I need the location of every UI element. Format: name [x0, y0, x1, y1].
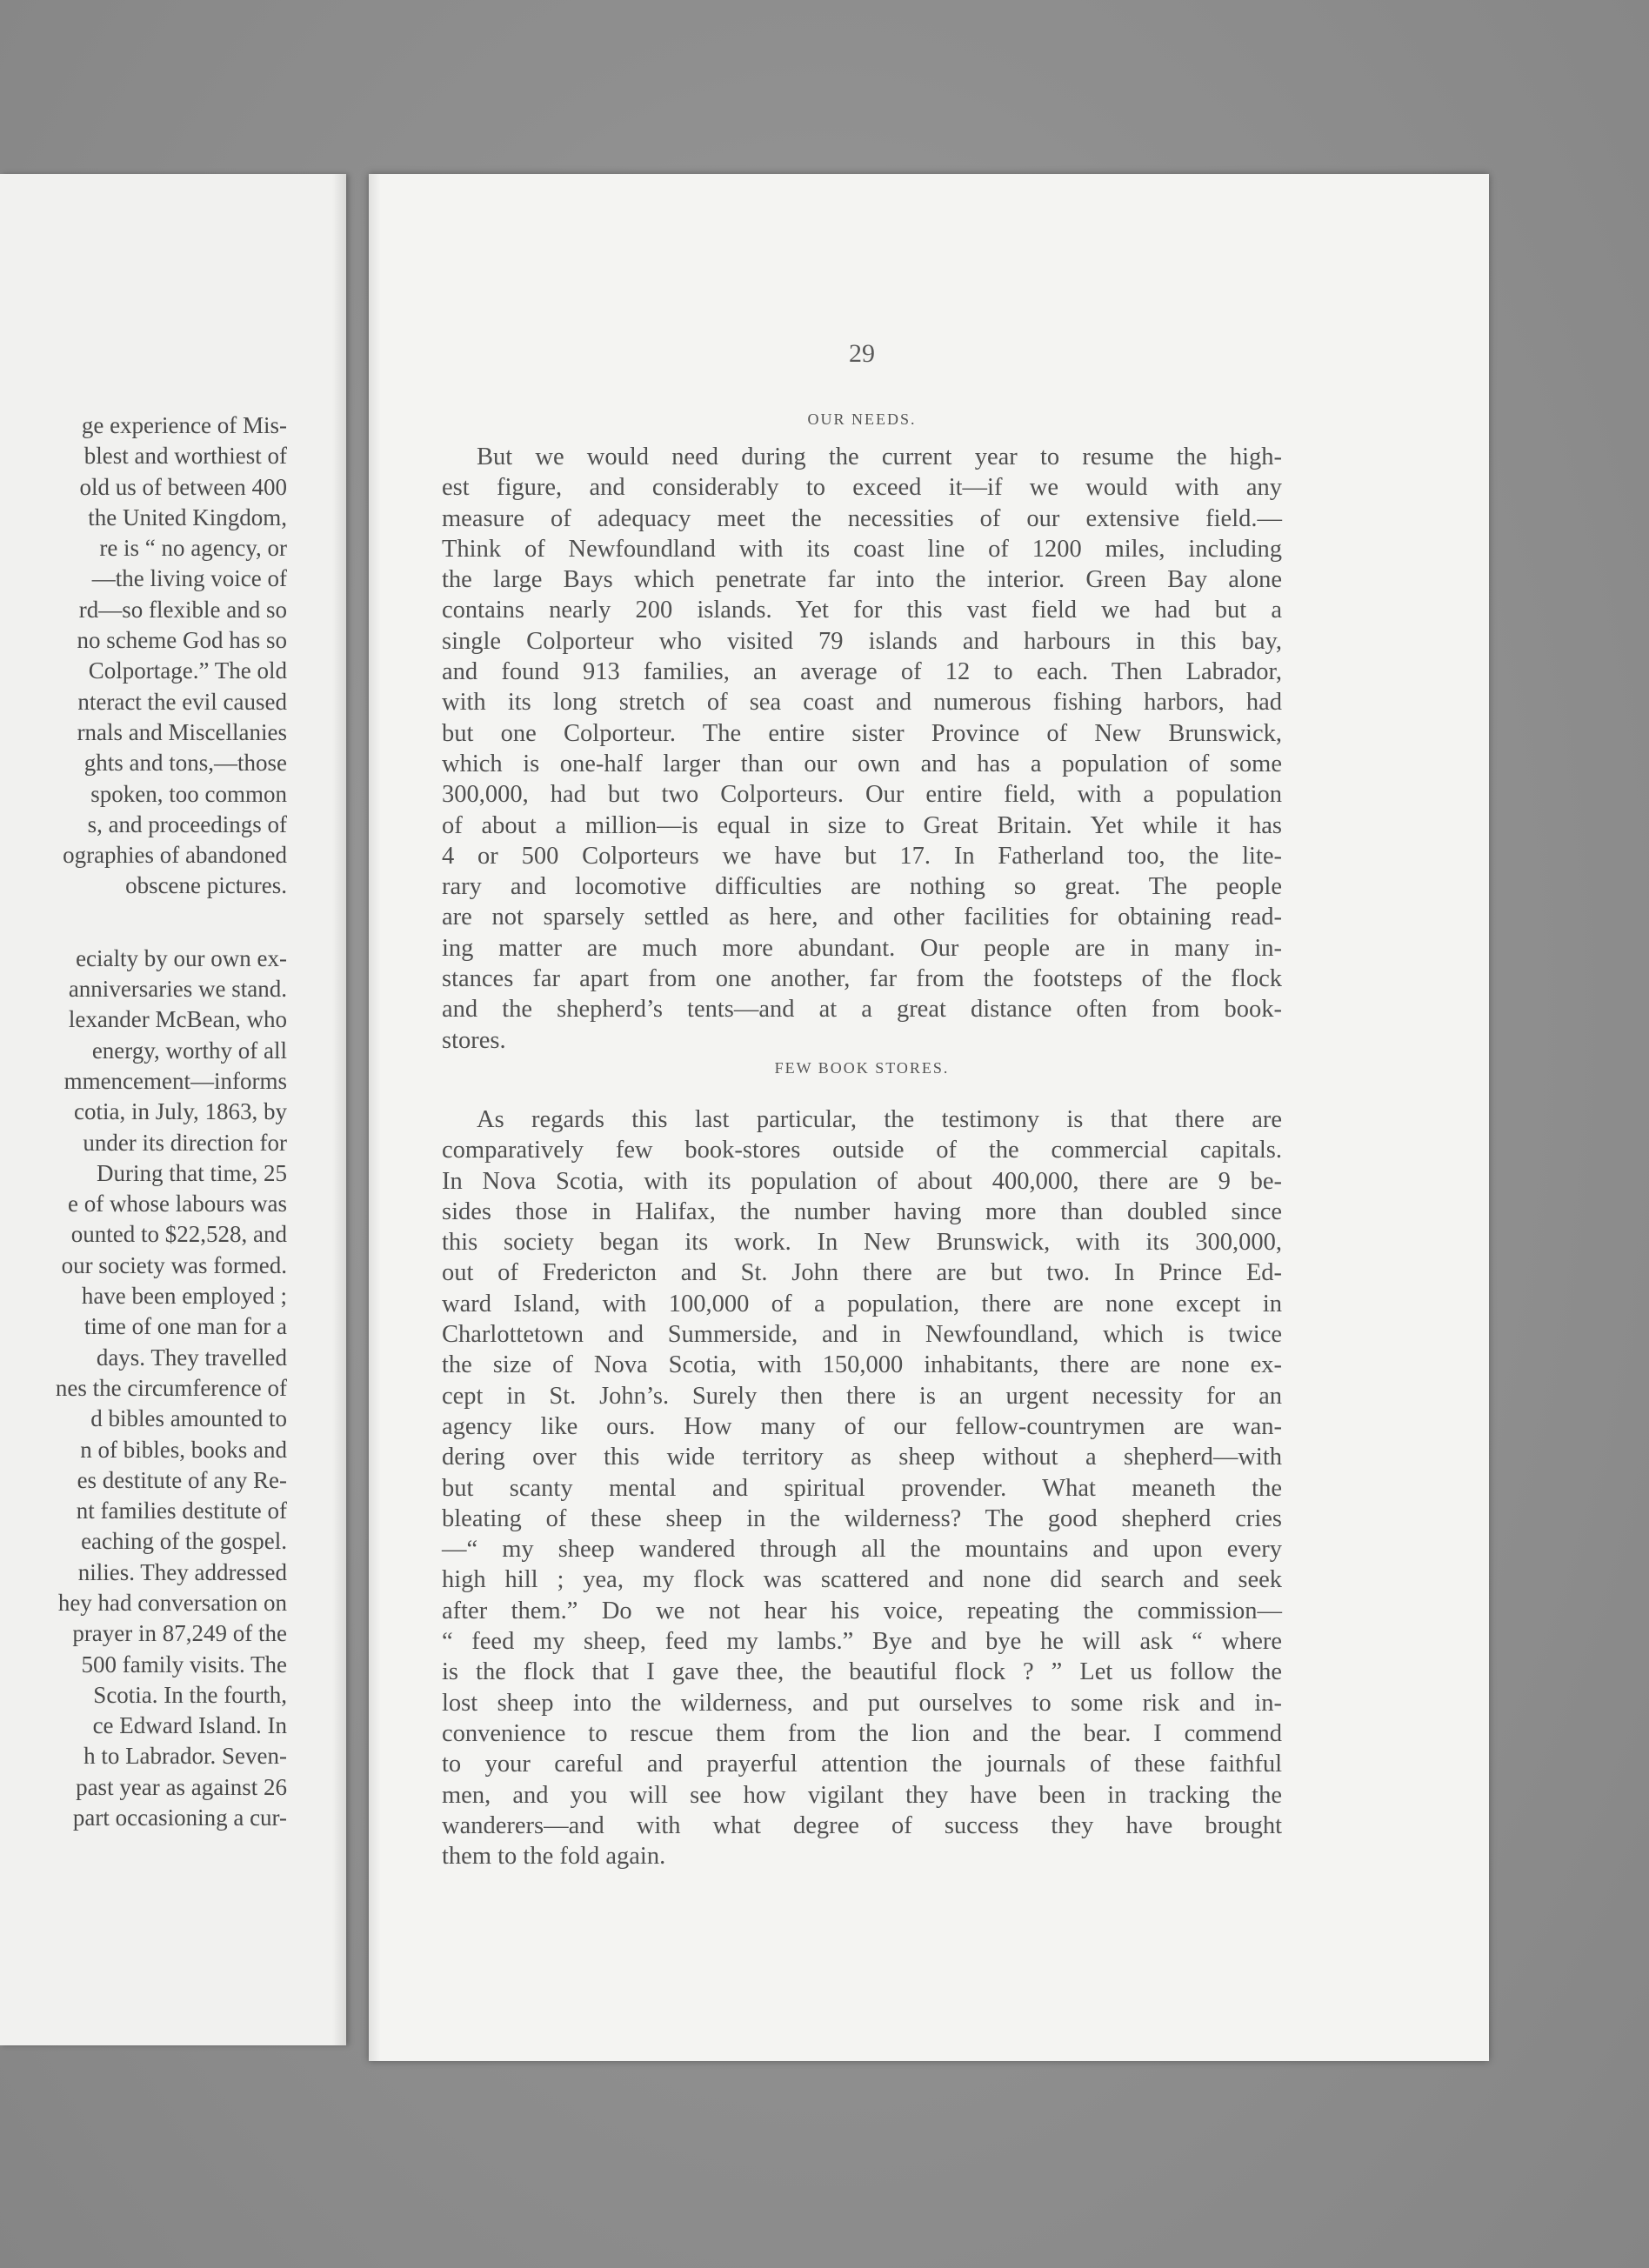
text-line: hey had conversation on	[57, 1589, 287, 1616]
text-line: est figure, and considerably to exceed it—if we would with any	[442, 474, 1282, 502]
text-line: mmencement—informs	[63, 1067, 287, 1094]
text-line: old us of between 400	[79, 473, 287, 500]
text-line: ounted to $22,528, and	[70, 1221, 287, 1248]
left-facing-page	[0, 174, 346, 2045]
text-line: past year as against 26	[76, 1773, 287, 1800]
text-line: rnals and Miscellanies	[77, 718, 287, 745]
text-line: ce Edward Island. In	[92, 1712, 287, 1739]
text-line: stances far apart from one another, far from the footsteps of the flock	[442, 965, 1282, 993]
text-line: which is one-half larger than our own and has a population of some	[442, 750, 1282, 777]
text-line: —the living voice of	[91, 565, 287, 592]
text-line: ing matter are much more abundant. Our people are in many in-	[442, 934, 1282, 962]
text-line: time of one man for a	[83, 1313, 287, 1340]
text-line: sides those in Halifax, the number having more than doubled since	[442, 1197, 1282, 1225]
text-line: with its long stretch of sea coast and numerous fishing harbors, had	[442, 689, 1282, 717]
left-page-text	[0, 410, 287, 1833]
text-line: single Colporteur who visited 79 islands and harbours in this bay,	[442, 627, 1282, 655]
paragraph-our-needs	[442, 442, 1282, 1056]
text-line: this society began its work. In New Brunswick, with its 300,000,	[442, 1229, 1282, 1257]
text-line: —“ my sheep wandered through all the mountains and upon every	[442, 1536, 1282, 1564]
text-line: obscene pictures.	[125, 872, 287, 899]
text-line: and the shepherd’s tents—and at a great distance often from book-	[442, 996, 1282, 1024]
text-line: our society was formed.	[61, 1251, 287, 1278]
section-heading-our-needs: OUR NEEDS.	[807, 410, 917, 428]
text-line: the large Bays which penetrate far into the interior. Green Bay alone	[442, 566, 1282, 594]
page-number: 29	[849, 339, 875, 368]
text-line: lexander McBean, who	[68, 1006, 287, 1033]
paragraph-gap	[0, 902, 287, 944]
text-line: of about a million—is equal in size to Great Britain. Yet while it has	[442, 811, 1282, 839]
text-line: cept in St. John’s. Surely then there is an urgent necessity for an	[442, 1382, 1282, 1410]
text-line: 4 or 500 Colporteurs we have but 17. In Fatherland too, the lite-	[442, 842, 1282, 870]
text-line: part occasioning a cur-	[72, 1804, 287, 1831]
text-line: blest and worthiest of	[83, 443, 287, 470]
text-line: wanderers—and with what degree of success they have brought	[442, 1811, 1282, 1839]
text-line: nteract the evil caused	[77, 688, 287, 715]
left-paragraph-1	[0, 410, 287, 902]
text-line: As regards this last particular, the testimony is that there are	[477, 1106, 1282, 1133]
text-line: men, and you will see how vigilant they have been in tracking the	[442, 1781, 1282, 1809]
text-line: lost sheep into the wilderness, and put ourselves to some risk and in-	[442, 1689, 1282, 1717]
text-line: Think of Newfoundland with its coast line of 1200 miles, including	[442, 535, 1282, 563]
text-line: “ feed my sheep, feed my lambs.” Bye and bye he will ask “ where	[442, 1628, 1282, 1656]
text-line: spoken, too common	[90, 780, 287, 807]
text-line: the size of Nova Scotia, with 150,000 inhabitants, there are none ex-	[442, 1351, 1282, 1379]
text-line: ecialty by our own ex-	[76, 944, 287, 971]
text-line: e of whose labours was	[68, 1191, 287, 1217]
text-line: out of Fredericton and St. John there are but two. In Prince Ed-	[442, 1259, 1282, 1287]
text-line: re is “ no agency, or	[99, 535, 287, 562]
text-line: convenience to rescue them from the lion and the bear. I commend	[442, 1719, 1282, 1747]
text-line: and found 913 families, an average of 12 to each. Then Labrador,	[442, 658, 1282, 686]
text-line: During that time, 25	[97, 1159, 287, 1186]
left-page-gutter-shadow	[332, 174, 346, 2045]
text-line: have been employed ;	[81, 1283, 287, 1310]
text-line: but one Colporteur. The entire sister Province of New Brunswick,	[442, 719, 1282, 747]
text-line: contains nearly 200 islands. Yet for this vast field we had but a	[442, 597, 1282, 624]
text-line: 500 family visits. The	[81, 1651, 287, 1678]
text-line: comparatively few book-stores outside of the commercial capitals.	[442, 1137, 1282, 1164]
text-line: after them.” Do we not hear his voice, repeating the commission—	[442, 1597, 1282, 1624]
text-line: d bibles amounted to	[90, 1405, 287, 1432]
text-line: rary and locomotive difficulties are nothing so great. The people	[442, 873, 1282, 901]
text-line: Charlottetown and Summerside, and in Newfoundland, which is twice	[442, 1321, 1282, 1349]
text-line: prayer in 87,249 of the	[72, 1620, 287, 1647]
text-line: nt families destitute of	[76, 1498, 287, 1524]
text-line: rd—so flexible and so	[78, 596, 287, 623]
left-paragraph-2	[0, 944, 287, 1834]
text-line: But we would need during the current year to resume the high-	[477, 444, 1282, 470]
text-line: dering over this wide territory as sheep without a shepherd—with	[442, 1444, 1282, 1471]
text-line: nilies. They addressed	[77, 1558, 287, 1585]
text-line: no scheme God has so	[77, 627, 287, 654]
text-line: high hill ; yea, my flock was scattered and none did search and seek	[442, 1566, 1282, 1594]
text-line: Colportage.” The old	[88, 657, 287, 684]
text-line: eaching of the gospel.	[81, 1528, 287, 1555]
text-line: nes the circumference of	[55, 1374, 287, 1401]
text-line: are not sparsely settled as here, and other facilities for obtaining read-	[442, 904, 1282, 931]
text-line: es destitute of any Re-	[77, 1466, 287, 1493]
text-line: measure of adequacy meet the necessities of our extensive field.—	[442, 504, 1282, 532]
text-line: In Nova Scotia, with its population of about 400,000, there are 9 be-	[442, 1167, 1282, 1195]
text-line: is the flock that I gave thee, the beautiful flock ? ” Let us follow the	[442, 1658, 1282, 1686]
text-line: days. They travelled	[96, 1344, 287, 1371]
text-line: 300,000, had but two Colporteurs. Our entire field, with a population	[442, 781, 1282, 809]
paragraph-few-book-stores	[442, 1104, 1282, 1871]
right-page	[369, 174, 1489, 2061]
text-line: to your careful and prayerful attention the journals of these faithful	[442, 1751, 1282, 1778]
text-line: bleating of these sheep in the wilderness? The good shepherd cries	[442, 1504, 1282, 1532]
text-line: ge experience of Mis-	[81, 412, 287, 438]
text-line: ographies of abandoned	[63, 842, 287, 869]
text-line: ghts and tons,—those	[83, 750, 287, 777]
section-heading-few-book-stores: FEW BOOK STORES.	[774, 1059, 950, 1077]
text-line: n of bibles, books and	[80, 1436, 287, 1463]
text-line: s, and proceedings of	[87, 810, 287, 837]
right-page-gutter-shadow	[369, 174, 381, 2061]
text-line: but scanty mental and spiritual provender. What meaneth the	[442, 1474, 1282, 1502]
text-line: cotia, in July, 1863, by	[74, 1098, 287, 1125]
text-line: stores.	[442, 1026, 506, 1054]
text-line: anniversaries we stand.	[68, 976, 287, 1003]
text-line: h to Labrador. Seven-	[83, 1743, 287, 1770]
text-line: agency like ours. How many of our fellow-countrymen are wan-	[442, 1412, 1282, 1440]
text-line: the United Kingdom,	[88, 504, 287, 530]
text-line: energy, worthy of all	[91, 1037, 287, 1064]
text-line: ward Island, with 100,000 of a population, there are none except in	[442, 1290, 1282, 1317]
text-line: them to the fold again.	[442, 1843, 666, 1871]
text-line: Scotia. In the fourth,	[93, 1681, 287, 1708]
text-line: under its direction for	[83, 1129, 287, 1156]
